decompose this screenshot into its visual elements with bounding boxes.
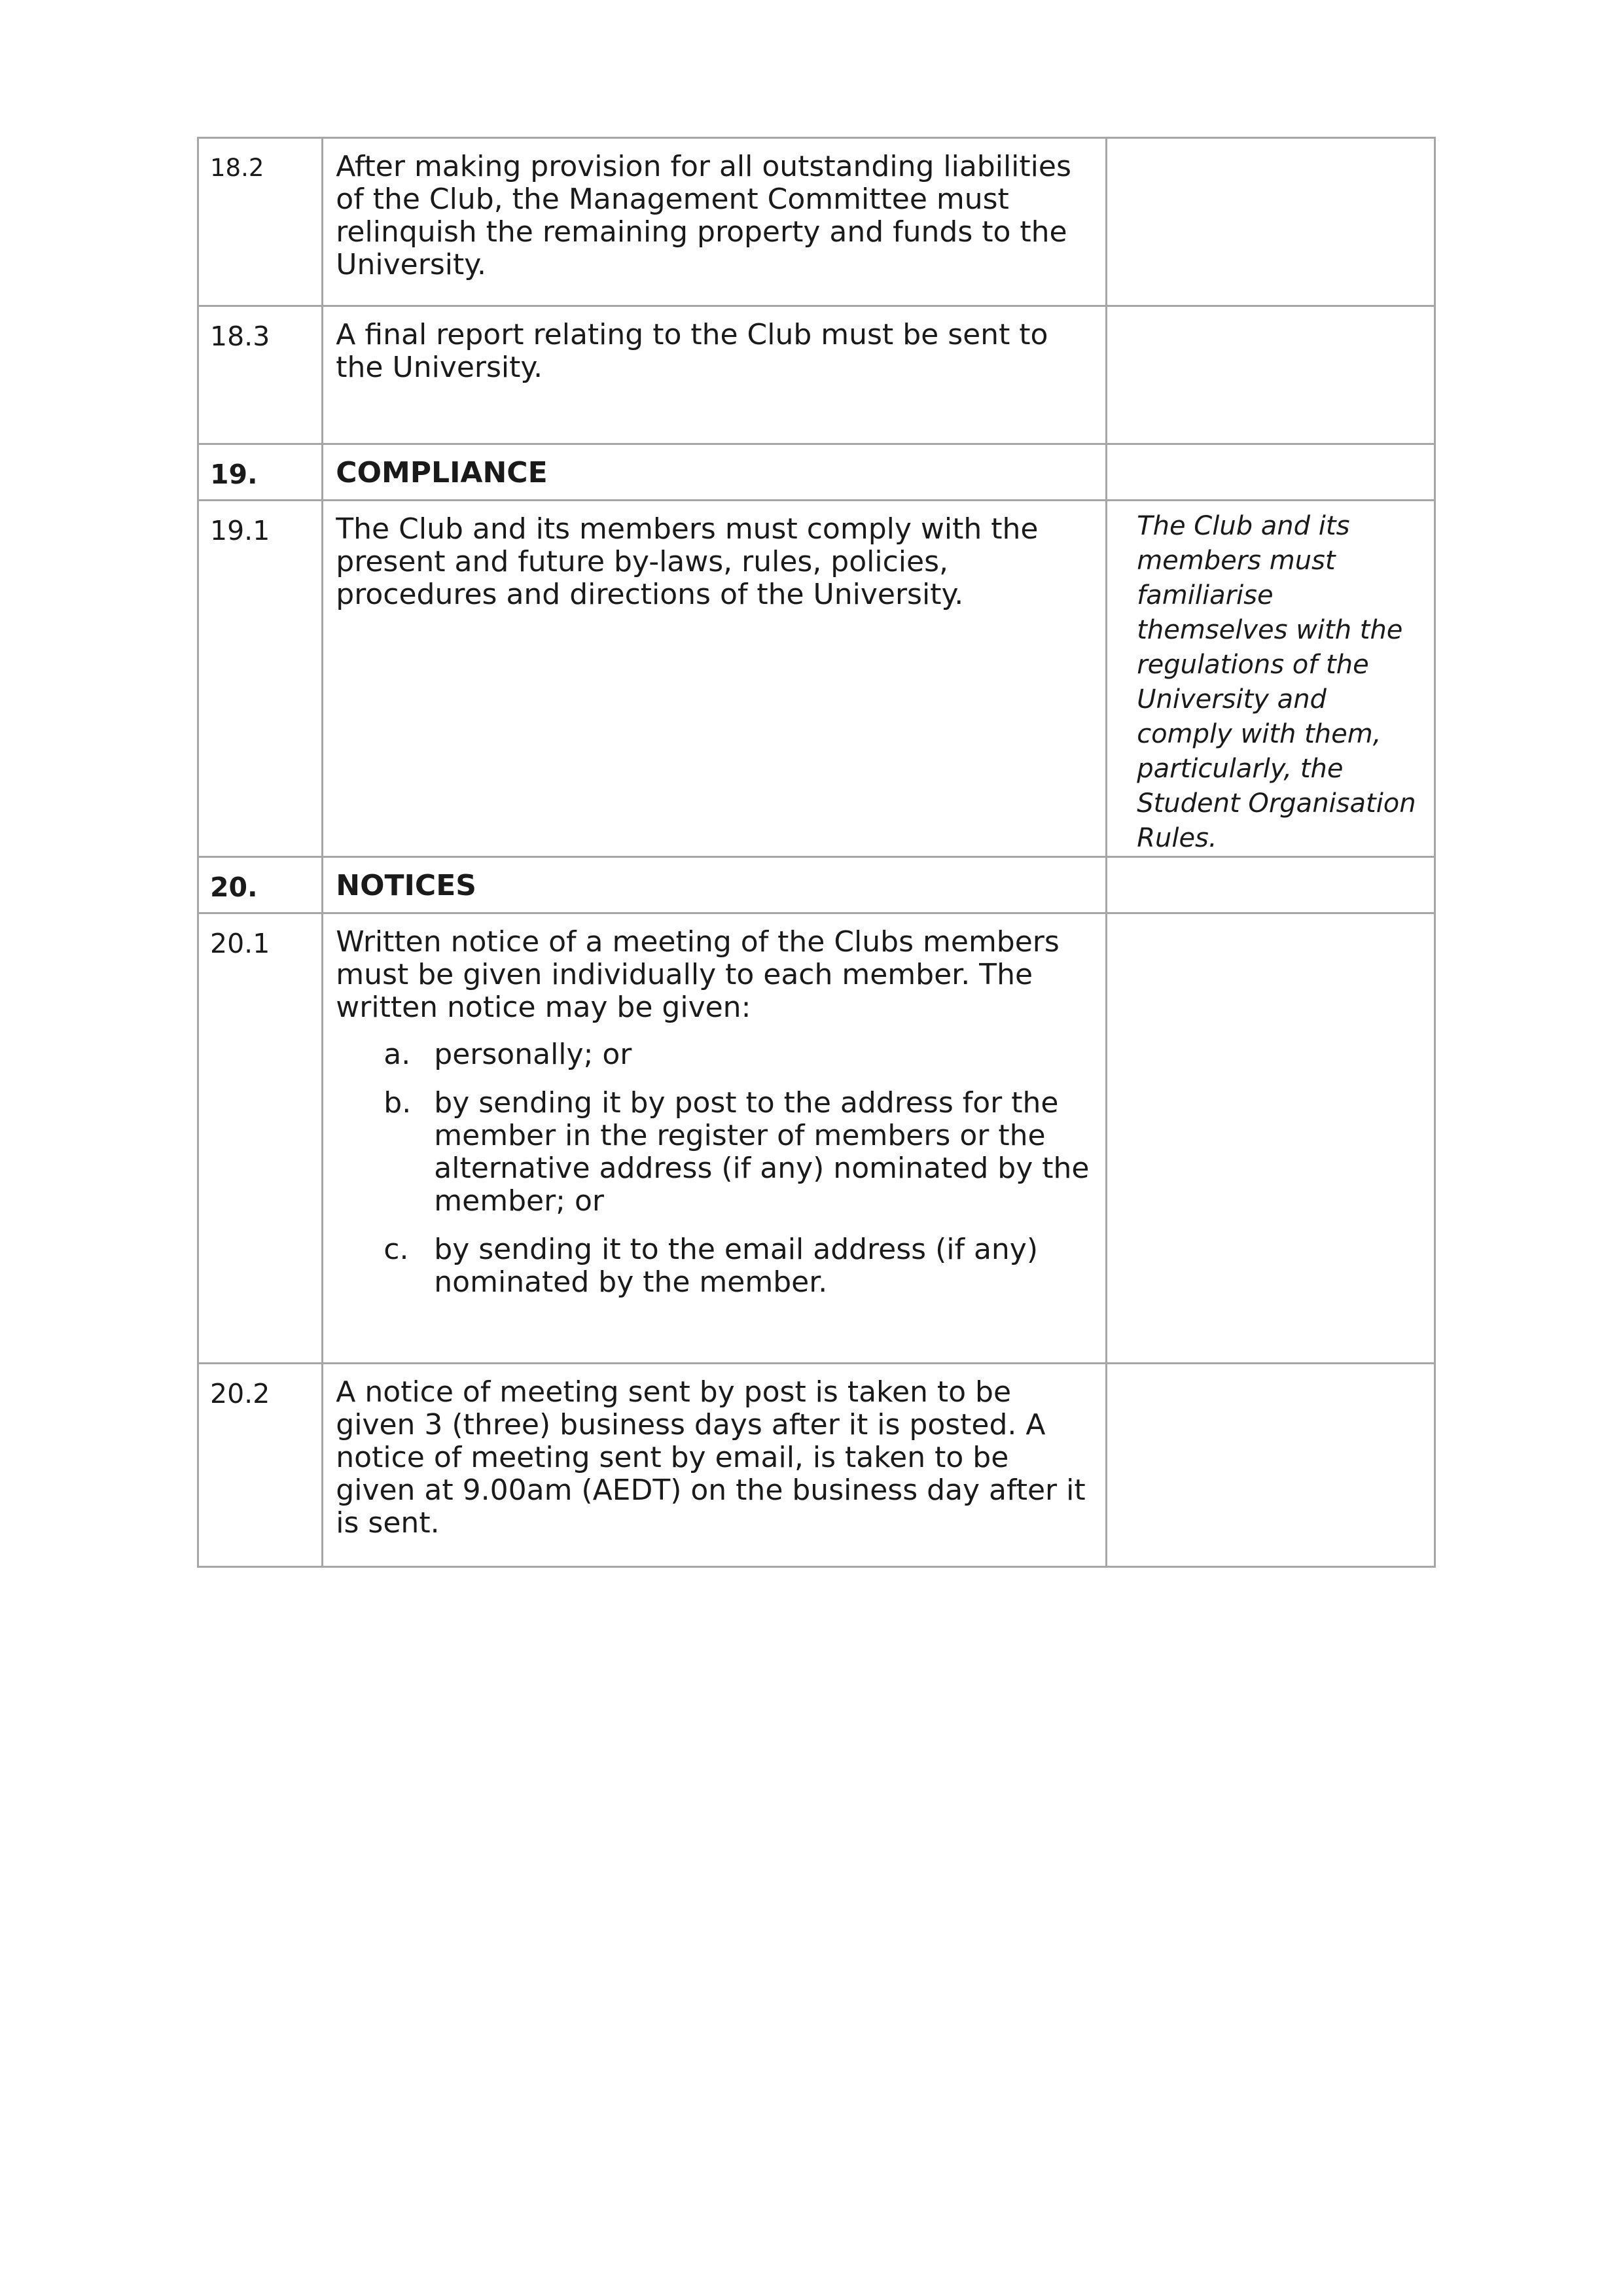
- section-heading: COMPLIANCE: [336, 456, 548, 489]
- table-row: [198, 501, 1435, 857]
- note-cell: [1107, 306, 1435, 444]
- clause-number: 18.3: [210, 321, 270, 352]
- clause-text-cell: [323, 501, 1107, 857]
- section-heading-row: [198, 857, 1435, 913]
- note-cell: [1107, 138, 1435, 306]
- note-cell: [1107, 1364, 1435, 1567]
- clause-text-cell: [323, 913, 1107, 1364]
- section-heading-cell: [323, 857, 1107, 913]
- section-number-cell: [198, 444, 323, 501]
- clause-number-cell: [198, 306, 323, 444]
- clause-text-cell: [323, 1364, 1107, 1567]
- clause-number: 18.2: [210, 154, 264, 182]
- table-row: [198, 1364, 1435, 1567]
- clause-number: 20.1: [210, 928, 270, 959]
- list-item: [383, 1233, 1096, 1299]
- clause-text-cell: [323, 306, 1107, 444]
- list-item: [383, 1087, 1096, 1218]
- note-cell: [1107, 857, 1435, 913]
- note-cell: [1107, 444, 1435, 501]
- constitution-table: [197, 137, 1436, 1568]
- section-heading: NOTICES: [336, 869, 476, 902]
- notice-method-list: [336, 1038, 1096, 1299]
- section-number-cell: [198, 857, 323, 913]
- clause-text: The Club and its members must comply with the present and future by-laws, rules, policies, procedures and directions of the University.: [336, 512, 1039, 611]
- list-item-text: by sending it by post to the address for the member in the register of members or the alternative address (if any) nominated by the member; or: [434, 1086, 1090, 1218]
- guidance-note: The Club and its members must familiarise themselves with the regulations of the University and comply with them, particularly, the Student Organisation Rules.: [1137, 511, 1416, 853]
- clause-number-cell: [198, 138, 323, 306]
- clause-text: A final report relating to the Club must be sent to the University.: [336, 318, 1048, 384]
- section-number: 19.: [210, 459, 258, 490]
- list-marker: c.: [383, 1233, 409, 1266]
- table-row: [198, 138, 1435, 306]
- list-item: [383, 1038, 1096, 1071]
- list-marker: b.: [383, 1086, 412, 1120]
- clause-text: After making provision for all outstanding liabilities of the Club, the Management Committee must relinquish the remaining property and funds to the University.: [336, 150, 1071, 281]
- clause-text: Written notice of a meeting of the Clubs members must be given individually to each member. The written notice may be given:: [336, 925, 1060, 1024]
- clause-number: 20.2: [210, 1378, 270, 1409]
- clause-number-cell: [198, 1364, 323, 1567]
- section-heading-cell: [323, 444, 1107, 501]
- table-row: [198, 913, 1435, 1364]
- list-marker: a.: [383, 1038, 411, 1071]
- clause-number-cell: [198, 501, 323, 857]
- clause-body: [323, 914, 1105, 1299]
- note-cell: [1107, 913, 1435, 1364]
- clause-number: 19.1: [210, 515, 270, 546]
- section-heading-row: [198, 444, 1435, 501]
- section-number: 20.: [210, 872, 258, 903]
- clause-number-cell: [198, 913, 323, 1364]
- clause-text: A notice of meeting sent by post is taken to be given 3 (three) business days after it is posted. A notice of meeting sent by email, is taken to be given at 9.00am (AEDT) on the business day after it is sent.: [336, 1375, 1086, 1540]
- clause-text-cell: [323, 138, 1107, 306]
- list-item-text: by sending it to the email address (if any) nominated by the member.: [434, 1233, 1039, 1299]
- table-row: [198, 306, 1435, 444]
- list-item-text: personally; or: [434, 1038, 632, 1071]
- note-cell: [1107, 501, 1435, 857]
